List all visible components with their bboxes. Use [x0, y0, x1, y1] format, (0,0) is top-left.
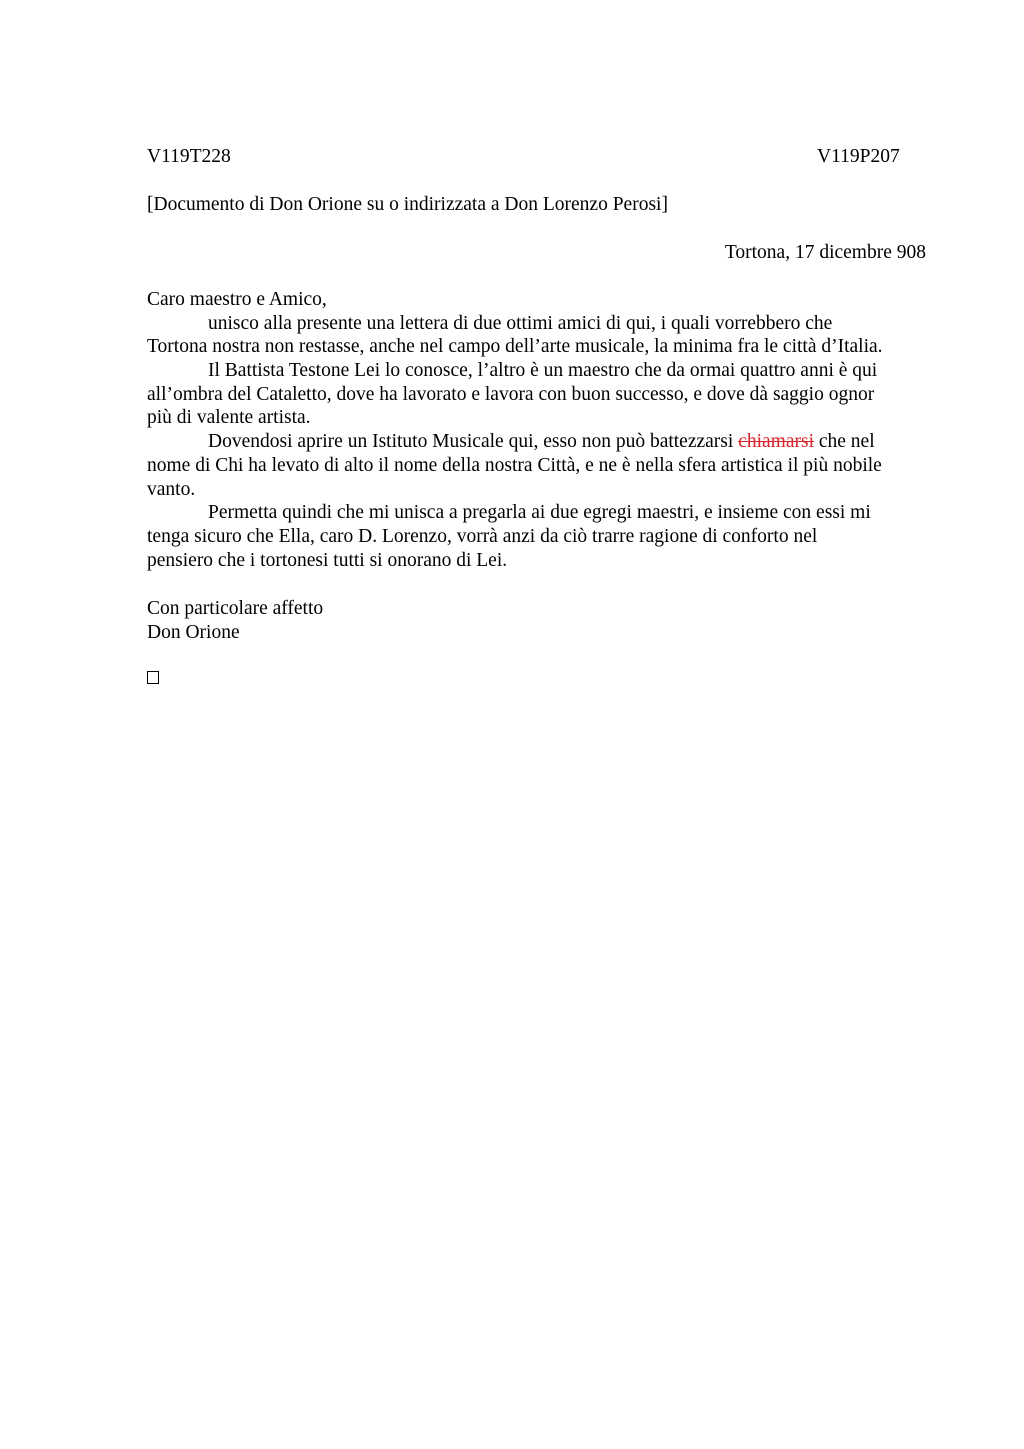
document-title: [Documento di Don Orione su o indirizzata a Don Lorenzo Perosi] [147, 194, 668, 215]
paragraph-4-line-1: Permetta quindi che mi unisca a pregarla ai due egregi maestri, e insieme con essi mi [208, 502, 871, 524]
paragraph-2-line-3: più di valente artista. [147, 407, 311, 429]
letter-closing [147, 597, 323, 644]
empty-square-icon [147, 671, 159, 684]
letter-date: Tortona, 17 dicembre 908 [724, 242, 926, 263]
paragraph-3-text-after: che nel [814, 431, 875, 453]
closing-phrase: Con particolare affetto [147, 598, 324, 619]
document-code-left: V119T228 [147, 146, 231, 167]
paragraph-3-text-before: Dovendosi aprire un Istituto Musicale qui, esso non può battezzarsi [208, 431, 739, 453]
paragraph-3-line-2: nome di Chi ha levato di alto il nome della nostra Città, e ne è nella sfera artistica il più nobile [147, 454, 882, 476]
paragraph-1-line-1: unisco alla presente una lettera di due ottimi amici di qui, i quali vorrebbero che [208, 312, 833, 334]
paragraph-2-line-2: all’ombra del Cataletto, dove ha lavorato e lavora con buon successo, e dove dà saggio ognor [147, 383, 875, 405]
letter-salutation: Caro maestro e Amico, [147, 289, 327, 310]
deleted-word: chiamarsi [738, 431, 814, 453]
letter-body [147, 288, 937, 572]
paragraph-4-line-2: tenga sicuro che Ella, caro D. Lorenzo, vorrà anzi da ciò trarre ragione di conforto nel [147, 525, 818, 547]
document-code-right: V119P207 [817, 146, 900, 167]
paragraph-4-line-3: pensiero che i tortonesi tutti si onorano di Lei. [147, 549, 508, 571]
paragraph-3-line-1 [147, 430, 937, 454]
paragraph-1-line-2: Tortona nostra non restasse, anche nel campo dell’arte musicale, la minima fra le città d’Italia. [147, 336, 883, 358]
paragraph-3-line-3: vanto. [147, 478, 196, 500]
paragraph-2-line-1: Il Battista Testone Lei lo conosce, l’altro è un maestro che da ormai quattro anni è qui [208, 360, 878, 382]
signature: Don Orione [147, 621, 240, 643]
